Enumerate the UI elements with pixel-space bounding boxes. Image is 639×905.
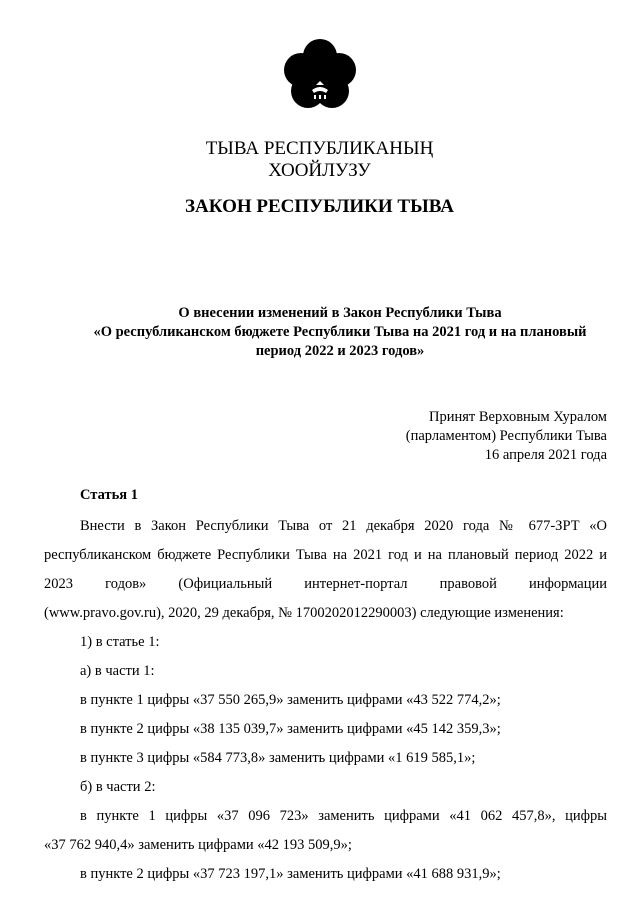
item-1: 1) в статье 1: [80,634,160,650]
adoption-date: 16 апреля 2021 года [484,447,607,463]
org-name-line2: ХООЙЛУЗУ [268,160,371,181]
part-a: а) в части 1: [80,663,155,679]
org-name-line1: ТЫВА РЕСПУБЛИКАНЫҢ [205,138,434,159]
article-heading: Статья 1 [80,487,138,503]
part-a-point3: в пункте 3 цифры «584 773,8» заменить цифрами «1 619 585,1»; [80,750,476,766]
adoption-line1: Принят Верховным Хуралом [429,409,607,425]
adoption-block [406,408,607,465]
subject-line1: О внесении изменений в Закон Республики Тыва [178,305,502,321]
law-title: ЗАКОН РЕСПУБЛИКИ ТЫВА [185,196,454,217]
subject-line2: «О республиканском бюджете Республики Тыва на 2021 год и на плановый [93,324,587,340]
part-a-point2: в пункте 2 цифры «38 135 039,7» заменить цифрами «45 142 359,3»; [80,721,501,737]
intro-line2: республиканском бюджете Республики Тыва на 2021 год и на плановый период 2022 и [44,547,607,563]
intro-line1: Внести в Закон Республики Тыва от 21 декабря 2020 года № 677-ЗРТ «О [80,518,607,534]
part-b-point1-line1: в пункте 1 цифры «37 096 723» заменить цифрами «41 062 457,8», цифры [80,808,607,824]
part-b: б) в части 2: [80,779,156,795]
adoption-line2: (парламентом) Республики Тыва [405,428,607,444]
part-b-point1-line2: «37 762 940,4» заменить цифрами «42 193 509,9»; [44,837,352,853]
intro-line3: 2023 годов» (Официальный интернет-портал правовой информации [44,576,607,592]
subject-line3: период 2022 и 2023 годов» [255,343,425,359]
part-a-point1: в пункте 1 цифры «37 550 265,9» заменить цифрами «43 522 774,2»; [80,692,501,708]
part-b-point2: в пункте 2 цифры «37 723 197,1» заменить цифрами «41 688 931,9»; [80,866,501,882]
intro-line4: (www.pravo.gov.ru), 2020, 29 декабря, № 1700202012290003) следующие изменения: [44,605,564,621]
emblem-icon [283,38,357,112]
